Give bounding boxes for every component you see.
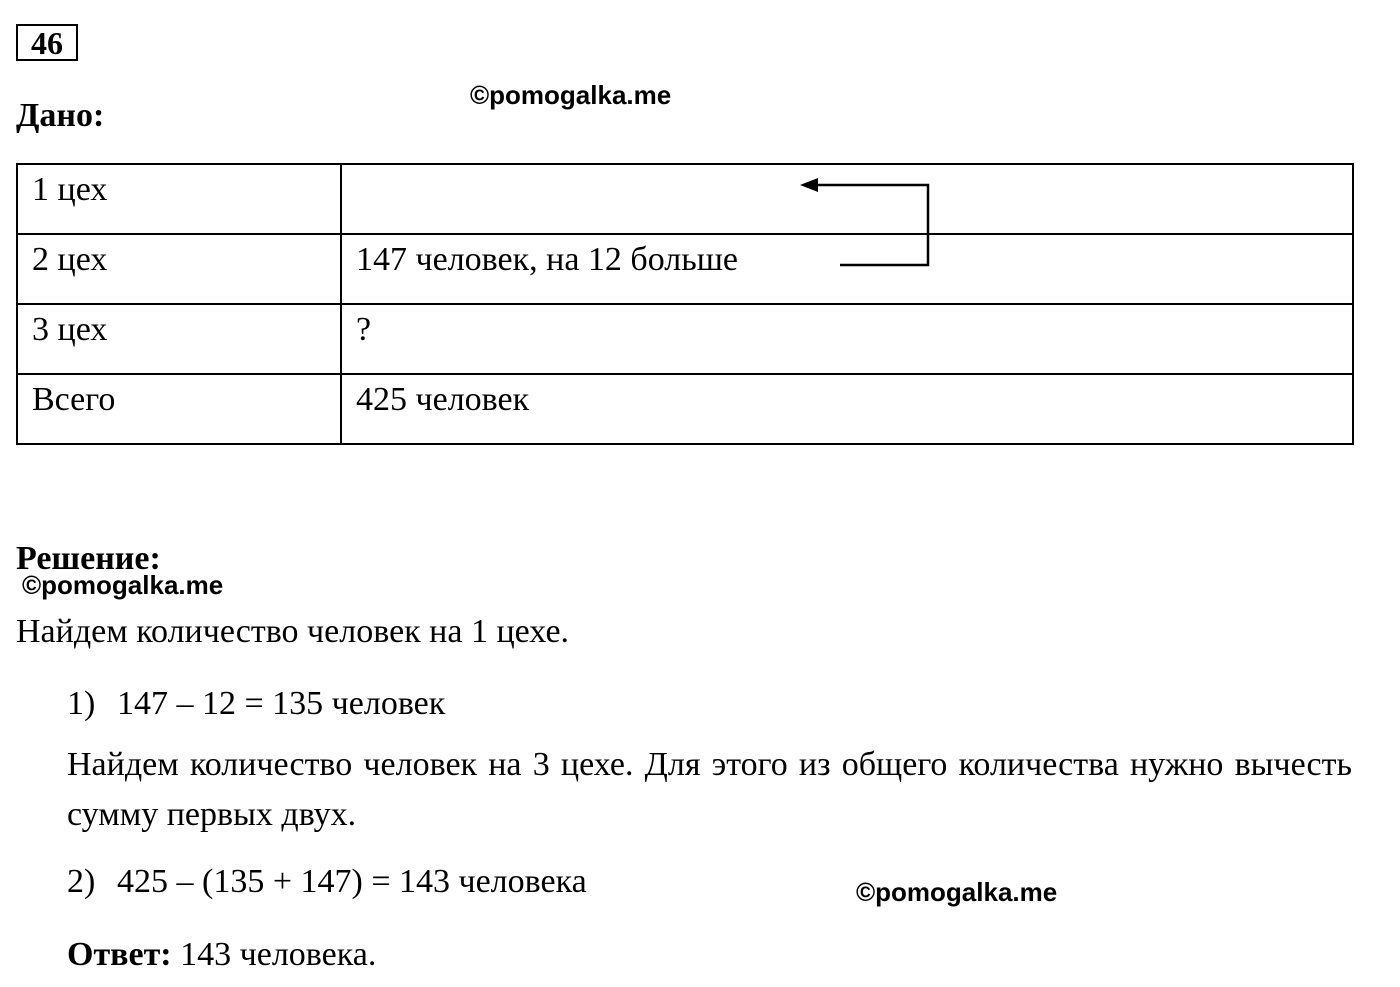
step-number: 2) — [67, 863, 96, 900]
row-value — [341, 164, 1353, 234]
watermark-top: ©pomogalka.me — [470, 80, 672, 110]
table-row — [17, 374, 1353, 444]
row-value: 147 человек, на 12 больше — [341, 234, 1353, 304]
row-label: 2 цех — [17, 234, 341, 304]
table-row — [17, 234, 1353, 304]
problem-number: 46 — [16, 24, 78, 61]
table-row — [17, 164, 1353, 234]
watermark-middle: ©pomogalka.me — [22, 570, 224, 600]
given-table — [16, 163, 1354, 445]
row-label: 1 цех — [17, 164, 341, 234]
step-2 — [67, 862, 587, 902]
step-number: 1) — [67, 685, 96, 722]
solution-heading: Решение: — [16, 540, 161, 577]
row-value: ? — [341, 304, 1353, 374]
row-label: Всего — [17, 374, 341, 444]
answer — [67, 935, 376, 975]
given-heading: Дано: — [16, 97, 105, 134]
watermark-bottom: ©pomogalka.me — [856, 877, 1058, 907]
step-1 — [67, 684, 445, 724]
table-row — [17, 304, 1353, 374]
step-expression: 425 – (135 + 147) = 143 человека — [117, 863, 587, 900]
explanation-paragraph: Найдем количество человек на 3 цехе. Для этого из общего количества нужно вычесть сумму первых двух. — [67, 746, 1352, 833]
row-value: 425 человек — [341, 374, 1353, 444]
step-expression: 147 – 12 = 135 человек — [117, 685, 446, 722]
answer-text: 143 человека. — [171, 936, 377, 973]
row-label: 3 цех — [17, 304, 341, 374]
answer-label: Ответ: — [67, 936, 172, 973]
intro-text: Найдем количество человек на 1 цехе. — [16, 613, 570, 650]
